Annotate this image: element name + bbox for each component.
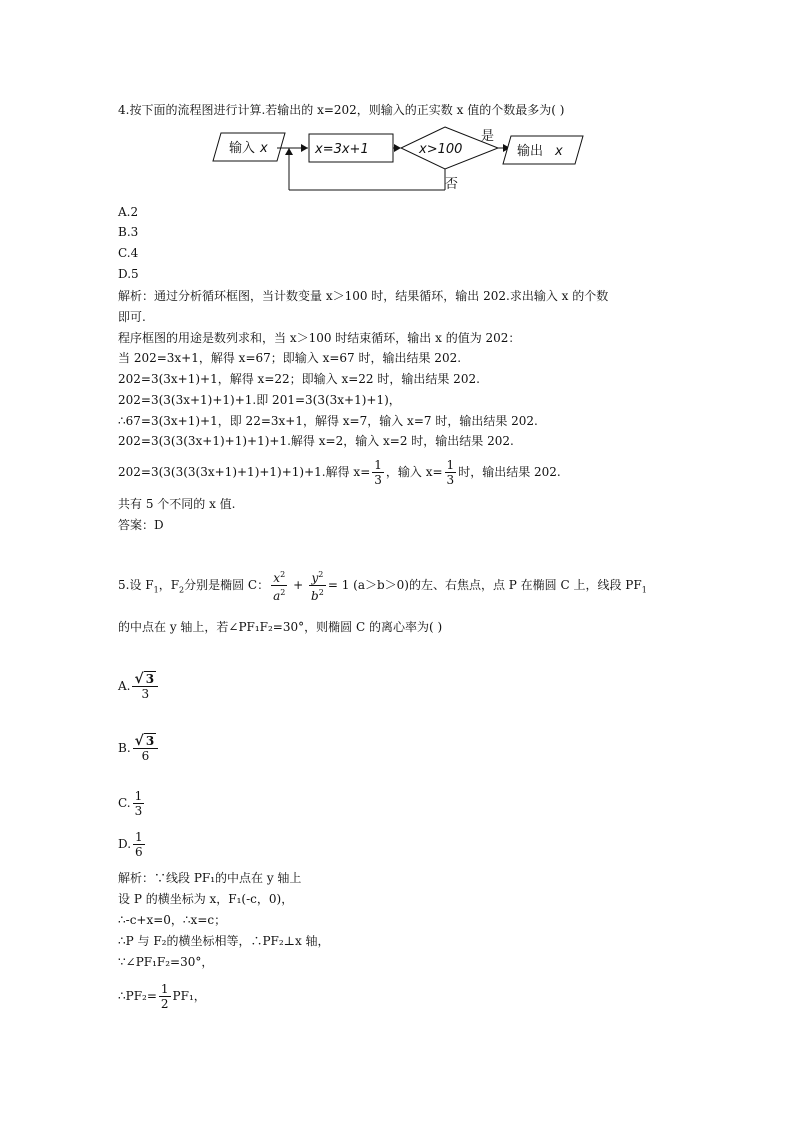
q4-flowchart: [205, 124, 595, 196]
q4-analysis-line: 解析：通过分析循环框图，当计数变量 x＞100 时，结果循环，输出 202.求出输入 x 的个数: [118, 289, 609, 303]
output-label: 输出: [517, 144, 544, 159]
q5-analysis-line: ∴-c+x=0，∴x=c；: [118, 913, 227, 927]
q4-option-d: D.5: [118, 267, 139, 281]
q4-stem: 4.按下面的流程图进行计算.若输出的 x=202，则输入的正实数 x 值的个数最多为( ): [118, 103, 565, 117]
q5-analysis-line: 设 P 的横坐标为 x，F₁(-c，0)，: [118, 892, 294, 906]
q4-option-c: C.4: [118, 246, 139, 260]
q4-analysis-line: 202=3(3(3(3x+1)+1)+1)+1.解得 x=2，输入 x=2 时，输出结果 202.: [118, 434, 514, 448]
q4-analysis-line: 当 202=3x+1，解得 x=67；即输入 x=67 时，输出结果 202.: [118, 351, 462, 365]
q4-option-b: B.3: [118, 225, 139, 239]
output-var: x: [555, 144, 563, 159]
fraction-one-half: $\frac{1}{2}$: [160, 982, 169, 1011]
ellipse-term-y: $\frac{y^2}{b^2}$: [311, 570, 324, 603]
process-label: x=3x+1: [315, 142, 369, 157]
q5-analysis-line: ∴P 与 F₂的横坐标相等，∴PF₂⊥x 轴，: [118, 934, 330, 948]
input-var: x: [260, 141, 268, 156]
q4-option-a: A.2: [118, 205, 139, 219]
q5-stem: 5.设 $F_1$，$F_2$分别是椭圆 C： $\frac{x^2}{a^2}$ + $\frac{y^2}{b^2}$ = 1 (a＞b＞0)的左、右焦点，点 P 在椭圆 C 上，线段 $PF_1$: [118, 570, 647, 603]
q4-analysis-line: 即可.: [118, 310, 146, 324]
no-label: 否: [445, 177, 459, 192]
q5-analysis-line: ∵∠PF₁F₂=30°，: [118, 955, 214, 969]
q4-analysis-line: 程序框图的用途是数列求和，当 x＞100 时结束循环，输出 x 的值为 202：: [118, 331, 521, 345]
q5-option-b: B. $\frac{√ 3}{6}$: [118, 734, 160, 763]
fraction-one-third: $\frac{1}{3}$: [446, 458, 455, 487]
q5-analysis-line: 解析：∵线段 PF₁的中点在 y 轴上: [118, 871, 302, 885]
q4-analysis-line: 202=3(3(3x+1)+1)+1.即 201=3(3(3x+1)+1)，: [118, 393, 401, 407]
fraction-one-third: $\frac{1}{3}$: [374, 458, 382, 487]
q4-analysis-line: 202=3(3x+1)+1，解得 x=22；即输入 x=22 时，输出结果 202.: [118, 372, 480, 386]
q5-option-c: C. $\frac{1}{3}$: [118, 789, 143, 818]
decision-label: x>100: [419, 142, 463, 157]
q4-analysis-fraction-line: 202=3(3(3(3(3x+1)+1)+1)+1)+1.解得 x= $\frac{1}{3}$ ，输入 x= $\frac{1}{3}$ 时，输出结果 202.: [118, 458, 561, 487]
q4-answer: 答案：D: [118, 518, 164, 532]
q5-option-d: D. $\frac{1}{6}$: [118, 830, 143, 859]
yes-label: 是: [481, 129, 495, 144]
q4-analysis-line: ∴67=3(3x+1)+1，即 22=3x+1，解得 x=7，输入 x=7 时，输出结果 202.: [118, 414, 538, 428]
q5-stem-line2: 的中点在 y 轴上，若∠PF₁F₂=30°，则椭圆 C 的离心率为( ): [118, 620, 443, 634]
q4-summary: 共有 5 个不同的 x 值.: [118, 497, 236, 511]
q5-option-a: A. $\frac{√ 3}{3}$: [118, 672, 160, 701]
input-label: 输入: [229, 141, 256, 156]
q5-analysis-last: ∴PF₂= $\frac{1}{2}$ PF₁，: [118, 982, 206, 1011]
ellipse-term-x: $\frac{x^2}{a^2}$: [273, 570, 286, 603]
